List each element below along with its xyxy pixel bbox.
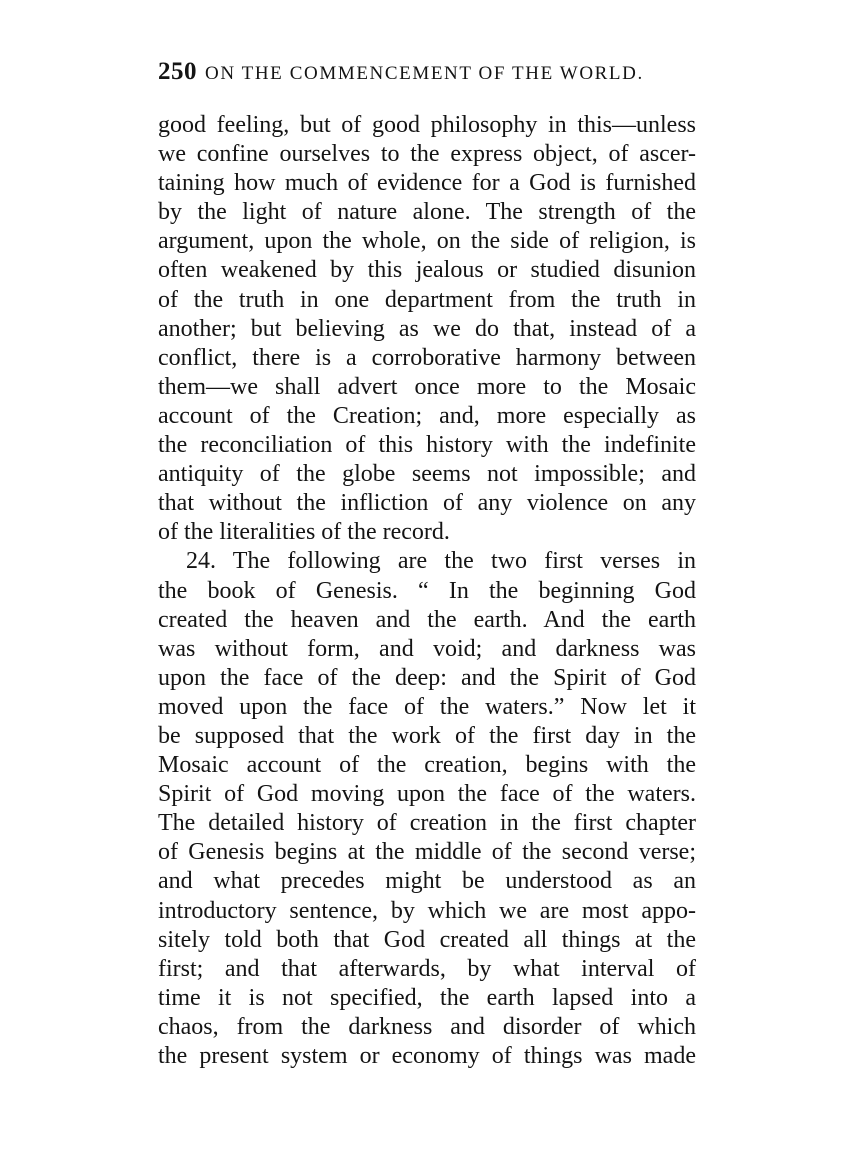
text-line: another; but believing as we do that, instead of a <box>158 315 696 342</box>
text-line: moved upon the face of the waters.” Now let it <box>158 693 696 720</box>
text-line: that without the infliction of any violence on any <box>158 490 696 517</box>
text-line: sitely told both that God created all things at the <box>158 926 696 953</box>
text-line: argument, upon the whole, on the side of religion, is <box>158 228 696 255</box>
text-line: them—we shall advert once more to the Mosaic <box>158 373 696 400</box>
text-line: antiquity of the globe seems not impossible; and <box>158 461 696 488</box>
text-line: time it is not specified, the earth lapsed into a <box>158 984 696 1011</box>
text-line: of the literalities of the record. <box>158 519 450 546</box>
text-line: the reconciliation of this history with the indefinite <box>158 432 696 459</box>
text-line: introductory sentence, by which we are most appo- <box>158 897 696 924</box>
text-line: account of the Creation; and, more especially as <box>158 402 696 429</box>
text-line: conflict, there is a corroborative harmony between <box>158 344 696 371</box>
text-line: by the light of nature alone. The strength of the <box>158 199 696 226</box>
text-line: 24. The following are the two first verses in <box>186 548 696 575</box>
text-line: The detailed history of creation in the first chapter <box>158 810 696 837</box>
text-line: of Genesis begins at the middle of the second verse; <box>158 839 696 866</box>
text-line: upon the face of the deep: and the Spirit of God <box>158 664 696 691</box>
running-head <box>158 58 698 92</box>
paragraph-2 <box>158 547 696 1071</box>
page-number: 250 <box>158 58 197 85</box>
text-line: Mosaic account of the creation, begins with the <box>158 752 696 779</box>
text-line: we confine ourselves to the express object, of ascer- <box>158 141 696 168</box>
paragraph-1 <box>158 111 696 547</box>
text-line: was without form, and void; and darkness was <box>158 635 696 662</box>
text-line: good feeling, but of good philosophy in this—unless <box>158 112 696 138</box>
text-line: Spirit of God moving upon the face of the waters. <box>158 781 696 808</box>
text-line: chaos, from the darkness and disorder of which <box>158 1013 696 1040</box>
running-title: ON THE COMMENCEMENT OF THE WORLD. <box>205 63 644 84</box>
text-line: and what precedes might be understood as an <box>158 868 696 895</box>
text-line: the book of Genesis. “ In the beginning God <box>158 577 696 604</box>
text-line: taining how much of evidence for a God is furnished <box>158 170 696 197</box>
text-line: of the truth in one department from the truth in <box>158 286 696 313</box>
text-line: often weakened by this jealous or studied disunion <box>158 257 696 284</box>
text-line: be supposed that the work of the first day in the <box>158 722 696 749</box>
body-text <box>158 111 696 1071</box>
text-line: created the heaven and the earth. And the earth <box>158 606 696 633</box>
text-line: the present system or economy of things was made <box>158 1043 696 1069</box>
text-line: first; and that afterwards, by what interval of <box>158 955 696 982</box>
